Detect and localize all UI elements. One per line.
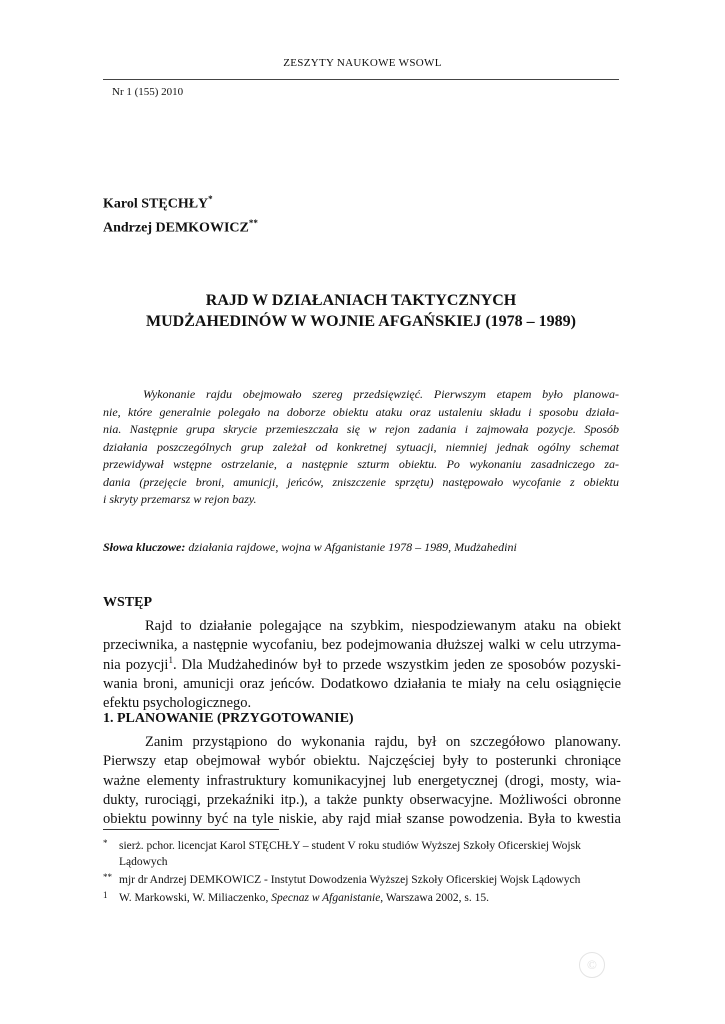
abstract-line: nie, które generalnie polegało na doborze obiektu ataku oraz ustaleniu składu i sposobu działa- xyxy=(103,404,619,419)
paragraph-line: ważne elementy infrastruktury komunikacyjnej lub energetycznej (drogi, mosty, wia- xyxy=(103,772,621,789)
paragraph-line: obiektu powinny być na tyle niskie, aby rajd miał szanse powodzenia. Była to kwestia xyxy=(103,811,621,828)
abstract-line: i skryty przemarsz w rejon bazy. xyxy=(103,492,257,506)
keywords xyxy=(103,540,517,555)
footnote-mark: * xyxy=(103,838,108,848)
author-2-last-name: DEMKOWICZ xyxy=(155,220,249,236)
keywords-text: działania rajdowe, wojna w Afganistanie 1978 – 1989, Mudżahedini xyxy=(188,540,517,554)
citation-details: , Warszawa 2002, s. 15. xyxy=(380,892,490,904)
footnote-3 xyxy=(103,890,623,906)
footnote-mark: ** xyxy=(103,872,112,882)
title-line-1: RAJD W DZIAŁANIACH TAKTYCZNYCH xyxy=(205,292,517,309)
watermark-icon: © xyxy=(579,952,605,978)
issue-number: Nr 1 (155) 2010 xyxy=(112,86,184,98)
abstract-line: nia. Następnie grupa skrycie przemieszczała się w rejon zadania i zajmowała pozycje. Sposób xyxy=(103,422,619,436)
section-1-paragraph xyxy=(103,733,621,829)
paragraph-line xyxy=(103,656,621,675)
citation-title: Specnaz w Afganistanie xyxy=(271,892,381,904)
title-line-2: MUDŻAHEDINÓW W WOJNIE AFGAŃSKIEJ (1978 – 1989) xyxy=(146,313,576,330)
footnote-reference: 1 xyxy=(168,654,173,665)
paragraph-line: przeciwnika, a następnie wycofaniu, bez podejmowania dłuższej walki w celu utrzyma- xyxy=(103,637,621,654)
footnote-divider xyxy=(103,829,279,830)
footnote-text: mjr dr Andrzej DEMKOWICZ - Instytut Dowodzenia Wyższej Szkoły Oficerskiej Wojsk Lądowych xyxy=(119,874,581,886)
author-1-first-name: Karol xyxy=(103,196,138,212)
abstract-line: Wykonanie rajdu obejmowało szereg przedsięwzięć. Pierwszym etapem było planowa- xyxy=(143,387,619,401)
footnotes xyxy=(103,838,623,906)
author-2-footnote-mark: ** xyxy=(248,217,258,228)
footnote-mark: 1 xyxy=(103,890,108,900)
paragraph-line: Pierwszy etap obejmował wybór obiektu. Najczęściej były to posterunki chroniące xyxy=(103,753,621,770)
header-divider xyxy=(103,79,619,80)
footnote-text: Lądowych xyxy=(119,856,168,868)
paragraph-line: wania broni, amunicji oraz jeńców. Dodatkowo działania te miały na celu osiągnięcie xyxy=(103,675,621,692)
line-text: nia pozycji xyxy=(103,656,169,673)
intro-paragraph xyxy=(103,617,621,713)
footnote-text xyxy=(119,890,623,906)
abstract-line: działania poszczególnych grup zależał od konkretnej sytuacji, niemniej jednak ogólny schemat xyxy=(103,439,619,454)
author-1-footnote-mark: * xyxy=(208,194,213,204)
paragraph-line: Rajd to działanie polegające na szybkim, niespodziewanym ataku na obiekt xyxy=(145,618,621,634)
footnote-1 xyxy=(103,838,623,870)
author-2-first-name: Andrzej xyxy=(103,220,152,236)
paragraph-line: Zanim przystąpiono do wykonania rajdu, był on szczegółowo planowany. xyxy=(145,734,621,750)
paragraph-line: efektu psychologicznego. xyxy=(103,695,252,712)
author-2 xyxy=(103,214,258,238)
footnote-2 xyxy=(103,872,623,888)
journal-name: ZESZYTY NAUKOWE WSOWL xyxy=(283,57,442,69)
abstract-line: dania (przejęcie broni, amunicji, jeńców, zniszczenie sprzętu) następowało wycofanie z obiektu xyxy=(103,474,619,489)
keywords-label: Słowa kluczowe: xyxy=(103,540,186,554)
intro-heading: WSTĘP xyxy=(103,595,153,610)
authors-block xyxy=(103,190,258,237)
citation-authors: W. Markowski, W. Miliaczenko, xyxy=(119,892,272,904)
abstract xyxy=(103,386,619,509)
paragraph-line: dukty, rurociągi, przekaźniki itp.), a także punkty obserwacyjne. Możliwości obronne xyxy=(103,791,621,808)
line-text: . Dla Mudżahedinów był to przede wszystkim jeden ze sposobów pozyski- xyxy=(172,656,621,673)
author-1-last-name: STĘCHŁY xyxy=(141,196,209,212)
section-1-heading: 1. PLANOWANIE (PRZYGOTOWANIE) xyxy=(103,711,354,726)
abstract-line: przewidywał wstępne ostrzelanie, a następnie szturm obiektu. Po wykonaniu zasadniczego za- xyxy=(103,457,619,471)
author-1 xyxy=(103,190,258,214)
article-title xyxy=(103,290,619,332)
footnote-text: sierż. pchor. licencjat Karol STĘCHŁY – student V roku studiów Wyższej Szkoły Oficerskiej Wojsk xyxy=(119,840,581,852)
